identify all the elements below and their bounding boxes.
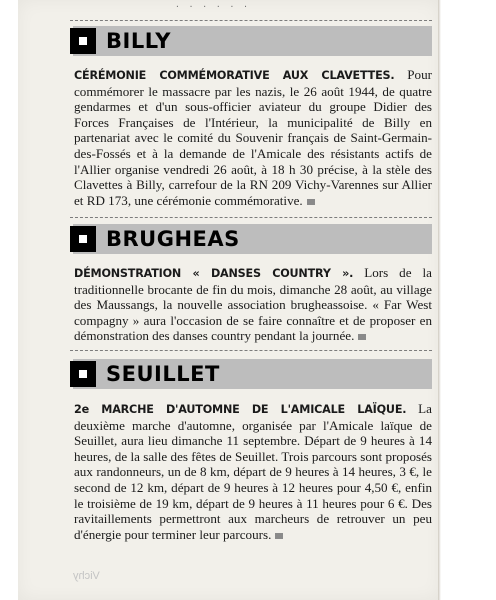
section-title: BILLY <box>106 29 172 53</box>
square-bullet-icon <box>70 226 96 252</box>
section-divider <box>70 217 432 218</box>
section-divider <box>70 350 432 351</box>
article-seuillet <box>74 401 432 542</box>
end-square-icon <box>358 334 366 340</box>
article-body: La deuxième marche d'automne, organisée par l'Amicale laïque de Seuillet, aura lieu dimanche 11 septembre. Départ de 9 heures à 14 heures, de la salle des fêtes de Seuillet. Trois parcours sont proposés aux randonneurs, un de 8 km, départ de 9 heures à 14 heures, 3 €, le second de 12 km, départ de 9 heures à 12 heures pour 4,50 €, enfin le troisième de 19 km, départ de 9 heures à 11 heures pour 6 €. Des ravitaillements permettront aux marcheurs de retrouver un peu d'énergie pour terminer leur parcours. <box>74 401 432 542</box>
section-title: BRUGHEAS <box>106 227 240 251</box>
square-bullet-icon <box>70 28 96 54</box>
article-lead: CÉRÉMONIE COMMÉMORATIVE AUX CLAVETTES. <box>74 69 395 82</box>
top-marks: · · · · · · <box>175 2 250 11</box>
article-body: Lors de la traditionnelle brocante de fin du mois, dimanche 28 août, au village des Maussangs, la nouvelle association brugheassoise. « Far West compagny » aura l'occasion de se faire connaître et de proposer en démonstration des danses country pendant la journée. <box>74 265 432 344</box>
article-brugheas <box>74 265 432 344</box>
end-square-icon <box>307 199 315 205</box>
section-header-brugheas <box>70 224 432 254</box>
section-divider <box>70 20 432 21</box>
square-bullet-icon <box>70 361 96 387</box>
article-lead: DÉMONSTRATION « DANSES COUNTRY ». <box>74 267 354 280</box>
end-square-icon <box>275 533 283 539</box>
footer-mark: Vichy <box>73 570 100 582</box>
section-header-seuillet <box>70 359 432 389</box>
section-title: SEUILLET <box>106 362 220 386</box>
article-lead: 2e MARCHE D'AUTOMNE DE L'AMICALE LAÏQUE. <box>74 403 407 416</box>
article-billy <box>74 67 432 208</box>
section-header-billy <box>70 26 432 56</box>
paper-edge <box>438 0 441 600</box>
article-body: Pour commémorer le massacre par les nazis, le 26 août 1944, de quatre gendarmes et d'un sous-officier aviateur du groupe Didier des Forces Françaises de l'Intérieur, la municipalité de Billy en partenariat avec le comité du Souvenir français de Saint-Germain-des-Fossés et à la demande de l'Amicale des résistants actifs de l'Allier organise vendredi 26 août, à 18 h 30 précise, à la stèle des Clavettes à Billy, carrefour de la RN 209 Vichy-Varennes sur Allier et RD 173, une cérémonie commémorative. <box>74 67 432 208</box>
